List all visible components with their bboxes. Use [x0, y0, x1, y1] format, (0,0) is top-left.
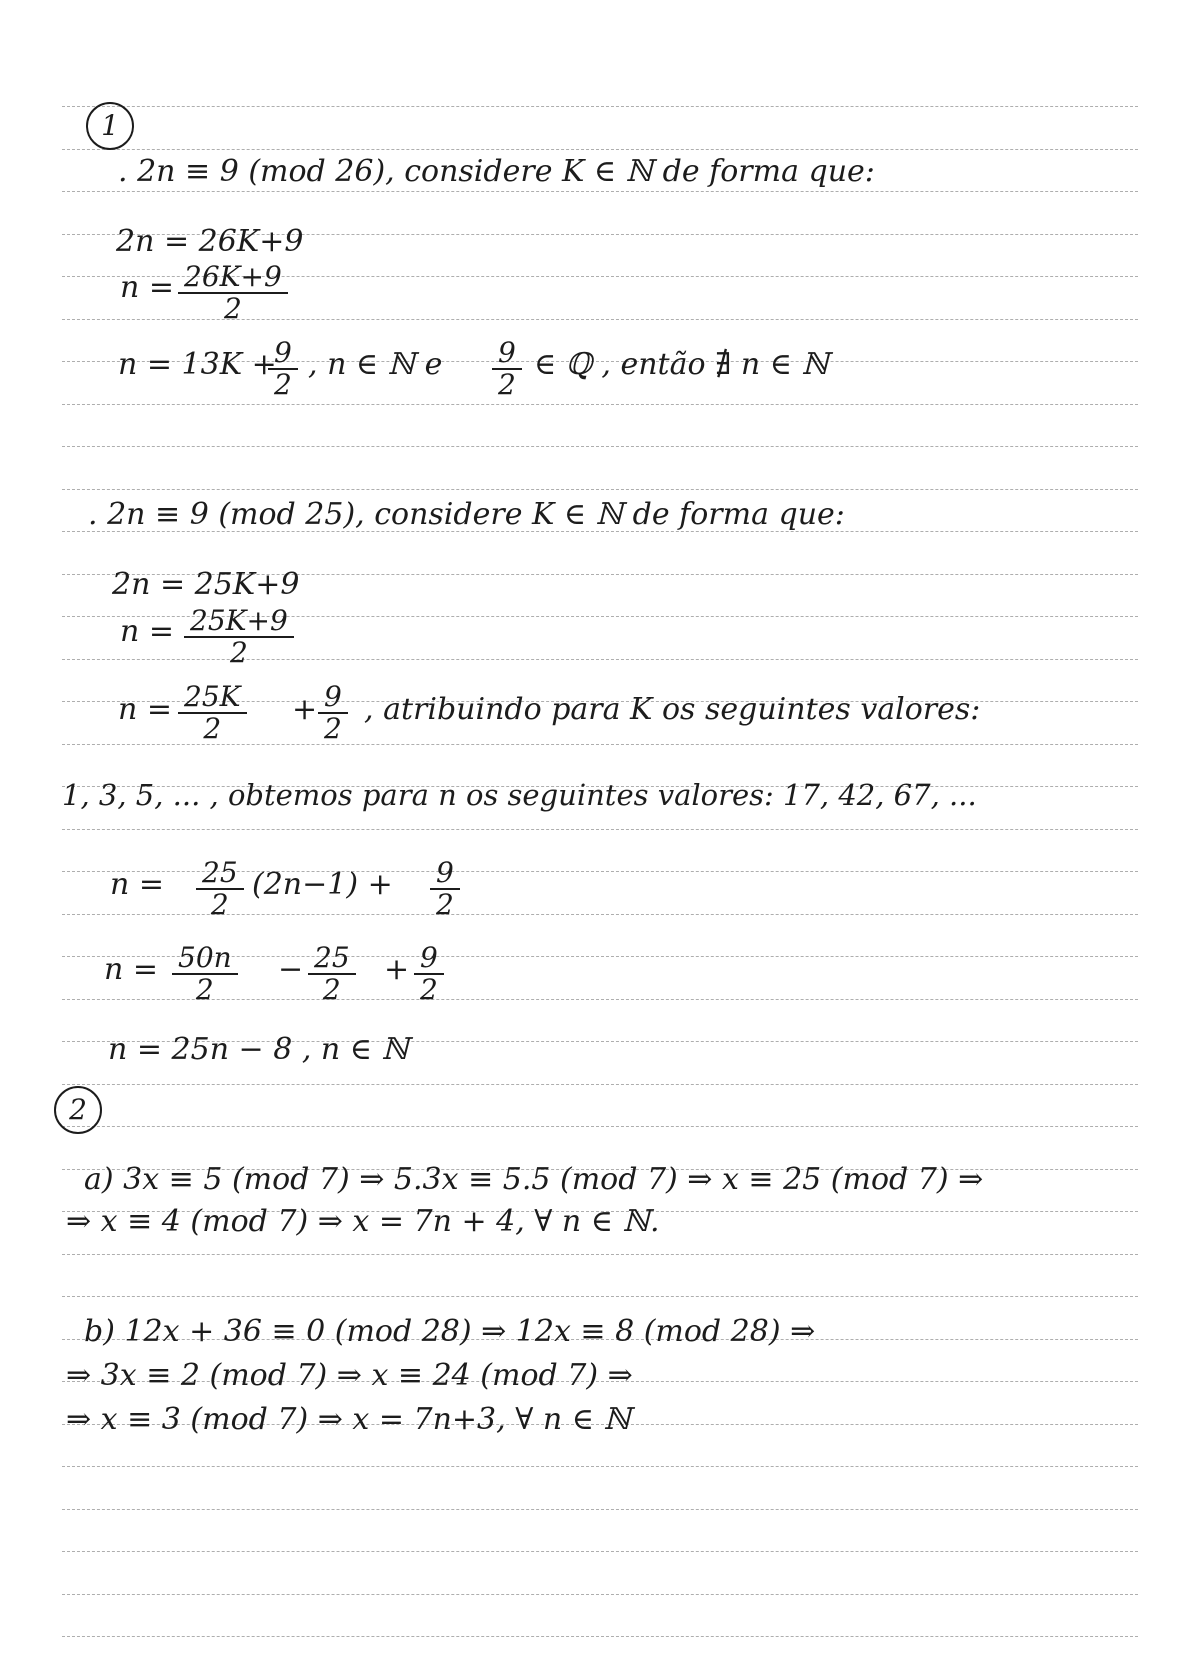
- ruled-line: [62, 106, 1138, 107]
- fraction-numerator: 9: [498, 336, 516, 369]
- fraction-numerator: 9: [436, 856, 454, 889]
- ruled-line: [62, 1126, 1138, 1127]
- q1-part2-line6-fraction-b: [308, 943, 356, 1005]
- fraction-denominator: 2: [436, 888, 454, 921]
- ruled-line: [62, 1636, 1138, 1637]
- q1-part1-line1: 2n = 26K+9: [116, 224, 304, 259]
- ruled-line: [62, 1594, 1138, 1595]
- q1-part2-line3-rest: , atribuindo para K os seguintes valores:: [364, 692, 981, 727]
- q1-part1-intro: . 2n ≡ 9 (mod 26), considere K ∈ ℕ de forma que:: [118, 154, 875, 189]
- ruled-line: [62, 1551, 1138, 1552]
- q2-a-line1: a) 3x ≡ 5 (mod 7) ⇒ 5.3x ≡ 5.5 (mod 7) ⇒ x ≡ 25 (mod 7) ⇒: [84, 1162, 984, 1197]
- q1-part1-line3-fraction-b: [492, 338, 522, 400]
- ruled-line: [62, 446, 1138, 447]
- q1-part2-line3-fraction-a: [178, 682, 247, 744]
- q1-part2-line7: n = 25n − 8 , n ∈ ℕ: [108, 1032, 409, 1067]
- fraction-numerator: 9: [274, 336, 292, 369]
- fraction-numerator: 25K: [184, 680, 241, 713]
- fraction-denominator: 2: [420, 973, 438, 1006]
- q1-part1-line3-rest: ∈ ℚ , então ∄ n ∈ ℕ: [534, 347, 829, 382]
- ruled-line: [62, 1509, 1138, 1510]
- q1-part2-line6-fraction-a: [172, 943, 238, 1005]
- q1-part2-intro: . 2n ≡ 9 (mod 25), considere K ∈ ℕ de forma que:: [88, 497, 845, 532]
- q2-b-line1: b) 12x + 36 ≡ 0 (mod 28) ⇒ 12x ≡ 8 (mod 28) ⇒: [84, 1314, 816, 1349]
- fraction-denominator: 2: [210, 888, 229, 921]
- fraction-denominator: 2: [322, 973, 341, 1006]
- ruled-line: [62, 149, 1138, 150]
- ruled-line: [62, 1466, 1138, 1467]
- fraction-denominator: 2: [230, 636, 248, 669]
- q1-part1-line2-lhs: n =: [120, 270, 174, 305]
- q1-part2-line4: 1, 3, 5, ... , obtemos para n os seguintes valores: 17, 42, 67, ...: [62, 778, 977, 812]
- q2-b-line2: ⇒ 3x ≡ 2 (mod 7) ⇒ x ≡ 24 (mod 7) ⇒: [66, 1358, 633, 1393]
- q1-part2-line2-fraction: [184, 606, 294, 668]
- fraction-denominator: 2: [498, 368, 516, 401]
- ruled-line: [62, 1084, 1138, 1085]
- fraction-denominator: 2: [324, 712, 342, 745]
- question-1-number: 1: [86, 102, 134, 150]
- q1-part1-line3-mid: , n ∈ ℕ e: [308, 347, 443, 382]
- q1-part1-line2-fraction: [178, 262, 288, 324]
- fraction-denominator: 2: [224, 292, 242, 325]
- fraction-numerator: 25K+9: [190, 604, 288, 637]
- ruled-line: [62, 1254, 1138, 1255]
- q1-part2-line2-lhs: n =: [120, 614, 174, 649]
- q1-part2-line3-lhs: n =: [118, 692, 172, 727]
- q1-part2-line1: 2n = 25K+9: [112, 567, 300, 602]
- fraction-denominator: 2: [195, 973, 214, 1006]
- fraction-numerator: 9: [324, 680, 342, 713]
- q1-part2-line5-mid: (2n−1) +: [252, 867, 393, 902]
- fraction-denominator: 2: [203, 712, 222, 745]
- q1-part2-line6-plus: +: [384, 952, 410, 987]
- fraction-denominator: 2: [274, 368, 292, 401]
- fraction-numerator: 26K+9: [184, 260, 282, 293]
- q1-part2-line3-plus: +: [292, 692, 318, 727]
- q1-part1-line3-fraction-a: [268, 338, 298, 400]
- ruled-line: [62, 489, 1138, 490]
- q1-part2-line5-fraction-a: [196, 858, 244, 920]
- fraction-numerator: 25: [314, 941, 350, 974]
- q1-part2-line6-fraction-c: [414, 943, 444, 1005]
- q1-part2-line3-fraction-b: [318, 682, 348, 744]
- q1-part2-line6-minus: −: [278, 952, 304, 987]
- q1-part2-line6-lhs: n =: [104, 952, 158, 987]
- q1-part1-line3-lhs: n = 13K +: [118, 347, 277, 382]
- q1-part2-line5-fraction-b: [430, 858, 460, 920]
- question-2-number: 2: [54, 1086, 102, 1134]
- q1-part2-line5-lhs: n =: [110, 867, 164, 902]
- q2-b-line3: ⇒ x ≡ 3 (mod 7) ⇒ x = 7n+3, ∀ n ∈ ℕ: [66, 1402, 631, 1437]
- fraction-numerator: 50n: [178, 941, 232, 974]
- ruled-line: [62, 1296, 1138, 1297]
- ruled-line: [62, 404, 1138, 405]
- ruled-line: [62, 744, 1138, 745]
- fraction-numerator: 9: [420, 941, 438, 974]
- fraction-numerator: 25: [202, 856, 238, 889]
- q2-a-line2: ⇒ x ≡ 4 (mod 7) ⇒ x = 7n + 4, ∀ n ∈ ℕ.: [66, 1204, 660, 1239]
- ruled-line: [62, 829, 1138, 830]
